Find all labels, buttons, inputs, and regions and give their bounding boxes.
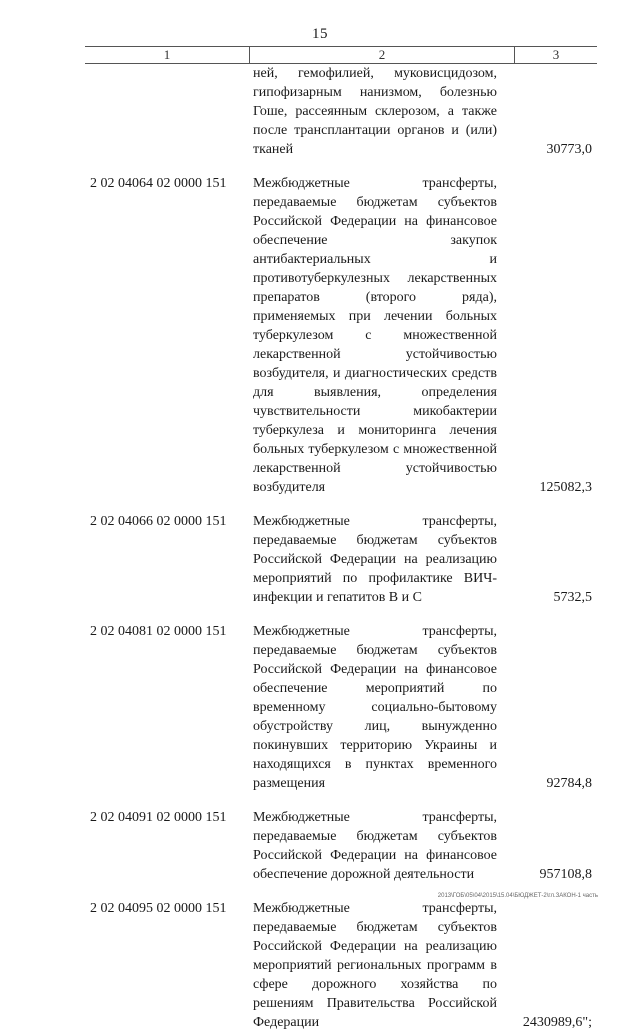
table-row [0, 622, 640, 793]
row-description: Межбюджетные трансферты, передаваемые бюджетам субъектов Российской Федерации на реализацию мероприятий региональных программ в сфере дорожного хозяйства по решениям Правительства Российской Федерации [253, 901, 497, 1030]
table-row [0, 808, 640, 884]
budget-code: 2 02 04066 02 0000 151 [90, 514, 227, 529]
table-row [0, 512, 640, 607]
page-number: 15 [312, 26, 328, 42]
budget-code: 2 02 04095 02 0000 151 [90, 901, 227, 916]
footer-file-path: 2013\ГОБ\05\04\2015\15.04\БЮДЖЕТ-2\гл.ЗАКОН-1 часть [437, 893, 598, 899]
table-row [0, 174, 640, 497]
row-description: Межбюджетные трансферты, передаваемые бюджетам субъектов Российской Федерации на финансовое обеспечение закупок антибактериальных и противотуберкулезных лекарственных препаратов (второго ряда), применяемых при лечении больных туберкулезом с множественной лекарственной устойчивостью возбудителя, и диагностических средств для выявления, определения чувствительности микобактерии туберкулеза и мониторинга лечения больных туберкулезом с множественной лекарственной устойчивостью возбудителя [253, 176, 497, 495]
column-header-row [85, 46, 597, 64]
row-description: Межбюджетные трансферты, передаваемые бюджетам субъектов Российской Федерации на финансовое обеспечение мероприятий по временному социально-бытовому обустройству лиц, вынужденно покинувших территорию Украины и находящихся в пунктах временного размещения [253, 624, 497, 791]
table-row [0, 899, 640, 1032]
column-header-1: 1 [85, 47, 250, 63]
row-description: Межбюджетные трансферты, передаваемые бюджетам субъектов Российской Федерации на реализацию мероприятий по профилактике ВИЧ-инфекции и гепатитов B и C [253, 514, 497, 605]
column-header-3: 3 [552, 47, 560, 62]
budget-code: 2 02 04064 02 0000 151 [90, 176, 227, 191]
row-amount: 2430989,6"; [522, 1015, 592, 1030]
budget-table [0, 64, 640, 1032]
table-row [0, 64, 640, 159]
row-amount: 92784,8 [546, 776, 592, 791]
row-description: ней, гемофилией, муковисцидозом, гипофизарным нанизмом, болезнью Гоше, рассеянным склерозом, а также после трансплантации органов и (или) тканей [253, 66, 497, 157]
budget-code: 2 02 04081 02 0000 151 [90, 624, 227, 639]
row-amount: 125082,3 [539, 480, 592, 495]
row-amount: 30773,0 [546, 142, 592, 157]
column-header-2: 2 [250, 47, 515, 63]
budget-code: 2 02 04091 02 0000 151 [90, 810, 227, 825]
row-amount: 5732,5 [553, 590, 592, 605]
row-description: Межбюджетные трансферты, передаваемые бюджетам субъектов Российской Федерации на финансовое обеспечение дорожной деятельности [253, 810, 497, 882]
row-amount: 957108,8 [539, 867, 592, 882]
